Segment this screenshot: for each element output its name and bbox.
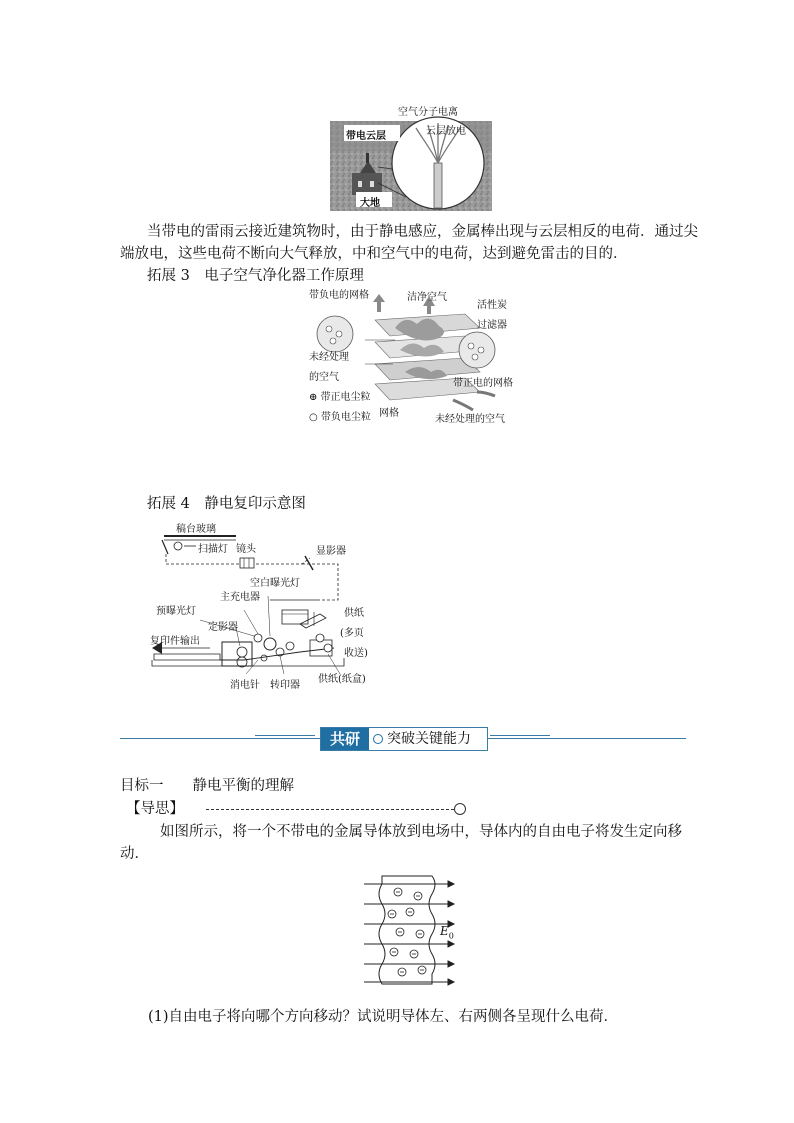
label-pre-exposure-lamp: 预曝光灯 [156, 606, 196, 617]
label-clean-air: 洁净空气 [407, 292, 447, 303]
field-subscript: 0 [448, 931, 454, 941]
extension-3-title: 拓展 3 电子空气净化器工作原理 [147, 268, 364, 284]
banner-dot-icon [373, 734, 383, 744]
label-main-charger: 主充电器 [220, 592, 260, 603]
label-grid: 网格 [379, 408, 399, 419]
guide-circle-icon [454, 803, 466, 815]
banner-title: 突破关键能力 [387, 731, 471, 747]
lightning-illustration [330, 103, 492, 211]
label-lens: 镜头 [236, 544, 256, 555]
label-scan-lamp: 扫描灯 [198, 544, 228, 555]
label-transfer: 转印器 [270, 680, 300, 691]
field-symbol: E [440, 924, 449, 938]
field-figure [360, 872, 470, 992]
label-developer: 显影器 [316, 546, 346, 557]
label-air-ionize: 空气分子电离 [398, 107, 458, 118]
label-filter: 过滤器 [477, 320, 507, 331]
goal-title: 目标一 静电平衡的理解 [120, 778, 294, 794]
label-charged-cloud: 带电云层 [346, 131, 386, 142]
label-untreated-air-bottom: 未经处理的空气 [435, 414, 505, 425]
section-banner [320, 727, 488, 751]
label-blank-lamp: 空白曝光灯 [250, 578, 300, 589]
label-positive-grid: 带正电的网格 [453, 378, 513, 389]
label-untreated-air: 未经处理 [309, 352, 349, 363]
purifier-figure [305, 284, 525, 426]
lightning-figure [330, 103, 492, 211]
label-untreated-air-2: 的空气 [309, 372, 339, 383]
label-paper-tray: 供纸(纸盒) [318, 674, 366, 685]
label-negative-grid: 带负电的网格 [309, 290, 369, 301]
label-discharge-needle: 消电针 [230, 680, 260, 691]
guide-dashed-line [206, 809, 454, 810]
guide-text: 如图所示，将一个不带电的金属导体放到电场中，导体内的自由电子将发生定向移 [160, 824, 682, 840]
label-fuser: 定影器 [208, 622, 238, 633]
guide-text: 动． [120, 846, 149, 862]
paragraph-line: 端放电，这些电荷不断向大气释放，中和空气中的电荷，达到避免雷击的目的． [120, 246, 628, 262]
copier-figure [150, 518, 385, 690]
guide-label: 【导思】 [126, 801, 184, 817]
divider-accent-left [255, 735, 315, 736]
banner-tag: 共研 [321, 728, 369, 750]
label-negative-dust: ○ 带负电尘粒 [309, 412, 371, 423]
label-output: 复印件输出 [150, 636, 200, 647]
label-multi-page: (多页 [340, 628, 364, 639]
field-label [440, 924, 454, 940]
label-glass: 稿台玻璃 [176, 524, 216, 535]
label-ground: 大地 [360, 198, 380, 209]
paragraph-line: 当带电的雷雨云接近建筑物时，由于静电感应，金属棒出现与云层相反的电荷．通过尖 [147, 224, 698, 240]
label-positive-dust: ⊕ 带正电尘粒 [309, 392, 371, 403]
label-cloud-discharge: 云层放电 [426, 126, 466, 137]
label-activated-carbon: 活性炭 [477, 300, 507, 311]
section-divider [120, 727, 686, 751]
extension-4-title: 拓展 4 静电复印示意图 [147, 496, 306, 512]
divider-accent-right [490, 735, 550, 736]
label-feed: 供纸 [344, 608, 364, 619]
label-feed-send: 收送) [344, 648, 368, 659]
question-1: (1)自由电子将向哪个方向移动？试说明导体左、右两侧各呈现什么电荷． [148, 1009, 619, 1025]
